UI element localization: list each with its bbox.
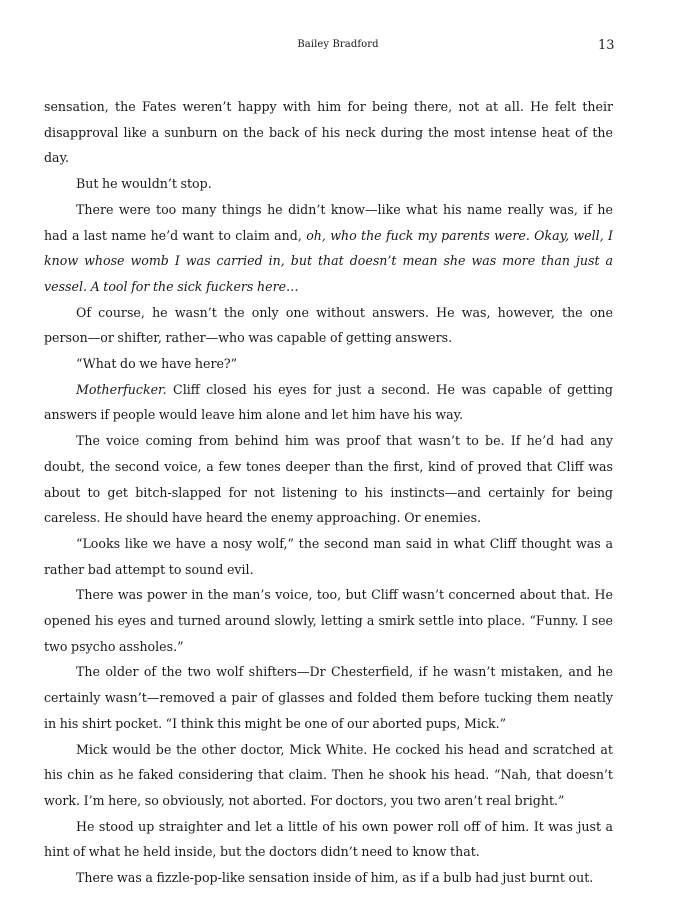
paragraph (44, 582, 613, 659)
text-segment: But he wouldn’t stop. (76, 176, 212, 192)
text-segment: He stood up straighter and let a little of his own power roll off of him. It was just a hint of what he held inside, but the doctors didn’t need to know that. (44, 818, 613, 860)
paragraph (44, 171, 613, 197)
body-text (44, 94, 613, 891)
paragraph (44, 865, 613, 891)
italic-text-segment: Motherfucker. (76, 381, 167, 397)
text-segment: The older of the two wolf shifters—Dr Chesterfield, if he wasn’t mistaken, and he certainly wasn’t—removed a pair of glasses and folded them before tucking them neatly in his shirt pocket. “I think this might be one of our aborted pups, Mick.” (44, 664, 613, 731)
text-segment: The voice coming from behind him was proof that wasn’t to be. If he’d had any doubt, the second voice, a few tones deeper than the first, kind of proved that Cliff was about to get bitch-slapped for not listening to his instincts—and certainly for being careless. He should have heard the enemy approaching. Or enemies. (44, 433, 613, 526)
paragraph (44, 377, 613, 428)
text-segment: “What do we have here?” (76, 356, 238, 372)
paragraph (44, 428, 613, 531)
paragraph (44, 814, 613, 865)
page-number: 13 (598, 38, 615, 53)
paragraph (44, 531, 613, 582)
paragraph (44, 94, 613, 171)
text-segment: There were too many things he didn’t know—like what his name really was, if he had a last name he’d want to claim and, (44, 201, 613, 243)
running-head-author: Bailey Bradford (297, 39, 379, 50)
text-segment: sensation, the Fates weren’t happy with him for being there, not at all. He felt their disapproval like a sunburn on the back of his neck during the most intense heat of the day. (44, 99, 613, 166)
text-segment: There was a fizzle-pop-like sensation inside of him, as if a bulb had just burnt out. (76, 870, 594, 886)
paragraph (44, 351, 613, 377)
text-segment: There was power in the man’s voice, too, but Cliff wasn’t concerned about that. He opened his eyes and turned around slowly, letting a smirk settle into place. “Funny. I see two psycho assholes.” (44, 587, 613, 654)
text-segment: Of course, he wasn’t the only one without answers. He was, however, the one person—or shifter, rather—who was capable of getting answers. (44, 304, 613, 346)
text-segment: Cliff closed his eyes for just a second. He was capable of getting answers if people would leave him alone and let him have his way. (44, 381, 613, 423)
paragraph (44, 300, 613, 351)
text-segment: Mick would be the other doctor, Mick White. He cocked his head and scratched at his chin as he faked considering that claim. Then he shook his head. “Nah, that doesn’t work. I’m here, so obviously, not aborted. For doctors, you two aren’t real bright.” (44, 741, 613, 808)
paragraph (44, 659, 613, 736)
text-segment: “Looks like we have a nosy wolf,” the second man said in what Cliff thought was a rather bad attempt to sound evil. (44, 535, 613, 577)
paragraph (44, 197, 613, 300)
paragraph (44, 737, 613, 814)
italic-text-segment: oh, who the fuck my parents were. Okay, well, I know whose womb I was carried in, but that doesn’t mean she was more than just a vessel. A tool for the sick fuckers here… (44, 227, 613, 294)
